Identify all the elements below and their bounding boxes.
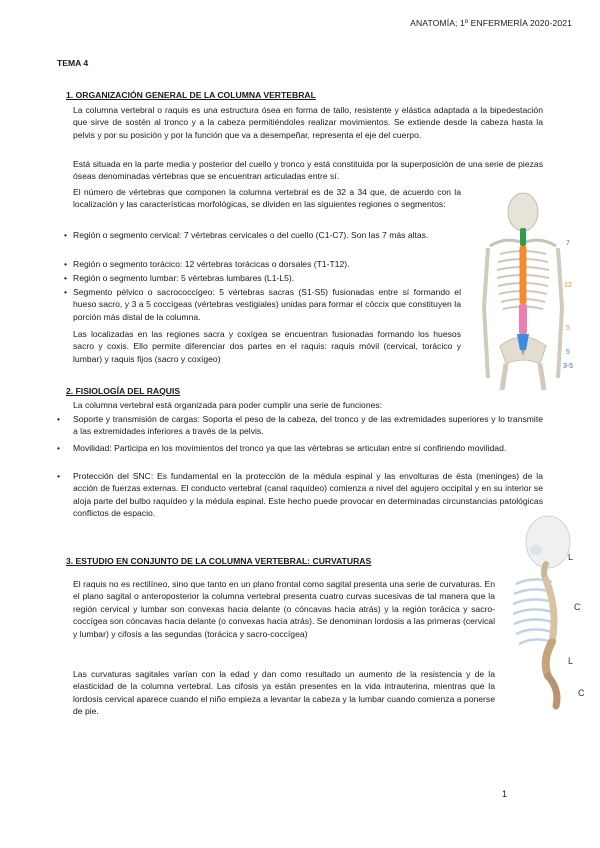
sacral-count-label: 5 (566, 349, 570, 356)
bullet-icon: • (57, 414, 61, 424)
list-item (57, 470, 543, 520)
cervical-lordosis-label: L (568, 552, 574, 562)
list-item-text: Soporte y transmisión de cargas: Soporta el peso de la cabeza, del tronco y de las extremidades superiores y lo transmite a las extremidades inferiores a través de la pelvis. (73, 414, 543, 437)
list-item (64, 229, 461, 241)
lumbar-lordosis-label: L (568, 656, 574, 666)
coccygeal-count-label: 3-5 (562, 363, 574, 370)
bullet-icon: • (57, 443, 61, 453)
list-item-text: Protección del SNC: Es fundamental en la protección de la médula espinal y las envolturas de ésta (meninges) de la acción de fuerzas externas. El conducto vertebral (canal raquídeo) comienza a nivel del agujero occipital y en su interior se aloja parte del bulbo raquídeo y la médula espinal. Este hecho puede provocar en determinadas circunstancias patológicas conflictos de espacio. (73, 471, 543, 519)
sacral-curve (548, 676, 557, 706)
section-1-paragraph-3: El número de vértebras que componen la columna vertebral es de 32 a 34 que, de acuerdo con la localización y las características morfológicas, se dividen en las siguientes regiones o segmentos: (73, 187, 461, 210)
list-item-text: Región o segmento lumbar: 5 vértebras lumbares (L1-L5). (73, 273, 295, 283)
list-item-text: Segmento pélvico o sacrococcígeo: 5 vértebras sacras (S1-S5) fusionadas entre sí formando el hueso sacro, y 3 a 5 coccígeas (vértebras vestigiales) unidas para formar el cóccix que constituyen la porción más distal de la columna. (73, 287, 461, 322)
bullet-icon: • (64, 230, 68, 240)
cervical-segment (520, 228, 526, 246)
section-1-title: 1. ORGANIZACIÓN GENERAL DE LA COLUMNA VERTEBRAL (66, 90, 316, 100)
lumbar-count-label: 5 (566, 325, 570, 332)
lumbar-curve (546, 642, 552, 676)
list-item (64, 286, 461, 323)
sacral-kyphosis-label: C (578, 688, 585, 698)
section-1-paragraph-2: Está situada en la parte media y posterior del cuello y tronco y está constituida por la superposición de una serie de piezas óseas denominadas vértebras que se encuentran articuladas entre sí. (73, 159, 543, 182)
list-item (57, 442, 543, 454)
list-item-text: Región o segmento torácico: 12 vértebras torácicas o dorsales (T1-T12). (73, 259, 350, 269)
page-header: ANATOMÍA; 1º ENFERMERÍA 2020-2021 (410, 18, 572, 28)
section-3-title: 3. ESTUDIO EN CONJUNTO DE LA COLUMNA VERTEBRAL: CURVATURAS (66, 556, 372, 566)
topic-title: TEMA 4 (57, 58, 89, 68)
list-item-text: Movilidad: Participa en los movimientos del tronco ya que las vértebras se articulan entre sí confiriendo movilidad. (73, 443, 507, 453)
section-2-title: 2. FISIOLOGÍA DEL RAQUIS (66, 386, 181, 396)
bullet-icon: • (64, 273, 68, 283)
thoracic-kyphosis-label: C (574, 602, 581, 612)
cervical-count-label: 7 (566, 240, 570, 247)
bullet-icon: • (57, 471, 61, 481)
lumbar-segment (519, 304, 527, 334)
section-1-paragraph-1: La columna vertebral o raquis es una estructura ósea en forma de tallo, resistente y elástica adaptada a la bipedestación que sirve de sostén al tronco y a la cabeza permitiéndoles realizar movimientos. Se extiende desde la cabeza hasta la pelvis y por su posición y por la función que va a desempeñar, representa el eje del cuerpo. (73, 105, 543, 140)
page-number: 1 (502, 789, 508, 799)
list-item (57, 413, 543, 438)
list-item (64, 258, 461, 270)
bullet-icon: • (64, 287, 68, 297)
section-1-paragraph-4: Las localizadas en las regiones sacra y coxígea se encuentran fusionadas formando los huesos sacro y coxis. Ello permite diferenciar dos partes en el raquis: raquis móvil (cervical, torácico y lumbar) y raquis fijos (sacro y coxígeo) (73, 329, 461, 364)
list-item-text: Región o segmento cervical: 7 vértebras cervicales o del cuello (C1-C7). Son las 7 más altas. (73, 230, 429, 240)
bullet-icon: • (64, 259, 68, 269)
list-item (64, 272, 461, 284)
skeleton-spine-figure (476, 188, 576, 390)
section-3-paragraph-1: El raquis no es rectilíneo, sino que tanto en un plano frontal como sagital presenta una serie de curvaturas. En el plano sagital o anteroposterior la columna vertebral presenta cuatro curvas sucesivas de tal manera que la región cervical y lumbar son convexas hacia delante (o cóncavas hacia atrás) y la región torácica y sacro-coccígea son cóncavas hacia delante (o convexas hacia atrás). Se denominan lordosis a las primeras (cervical y lumbar) y cifosis a las segundas (torácica y sacro-coccígea) (73, 579, 495, 639)
thoracic-segment (520, 246, 527, 304)
section-3-paragraph-2: Las curvaturas sagitales varían con la edad y dan como resultado un aumento de la resistencia y de la elasticidad de la columna vertebral. Las cifosis ya están presentes en la vida intrauterina, mientras que la lordosis cervical aparece cuando el niño empieza a levantar la cabeza y la lumbar cuando comienza a ponerse de pie. (73, 669, 495, 717)
spine-curvatures-figure (502, 514, 594, 714)
section-2-intro: La columna vertebral está organizada para poder cumplir una serie de funciones: (73, 400, 383, 410)
thoracic-count-label: 12 (564, 282, 572, 289)
